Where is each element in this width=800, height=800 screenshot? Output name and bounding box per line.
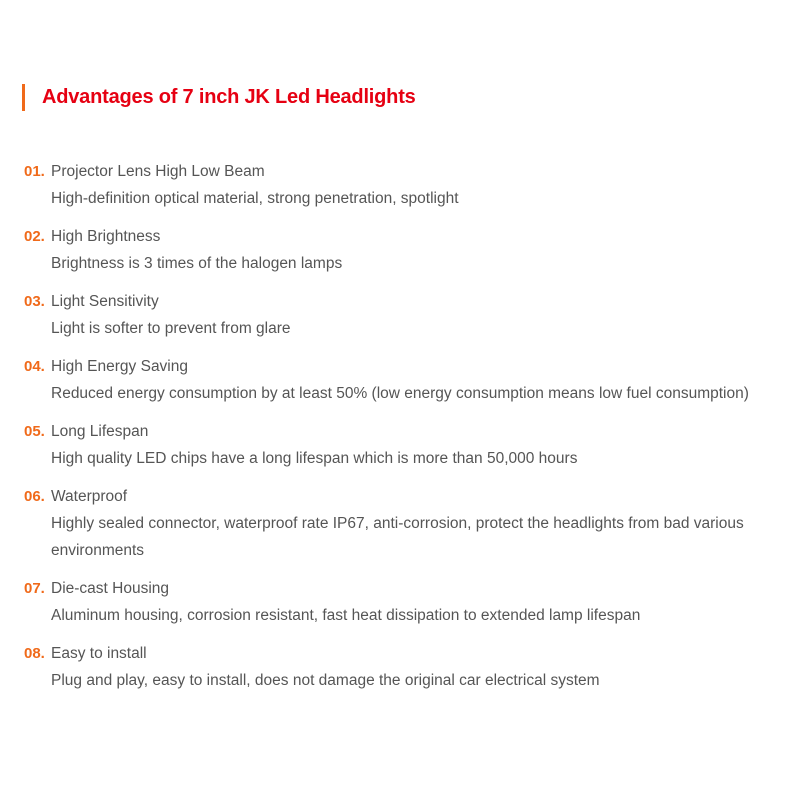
item-title: Long Lifespan xyxy=(51,423,149,440)
item-title: Easy to install xyxy=(51,645,147,662)
item-number: 02. xyxy=(24,228,45,245)
list-item xyxy=(24,158,764,212)
item-title: Die-cast Housing xyxy=(51,580,170,597)
item-number: 05. xyxy=(24,423,45,440)
item-number: 04. xyxy=(24,358,45,375)
item-description: High quality LED chips have a long lifespan which is more than 50,000 hours xyxy=(51,450,578,467)
page-title: Advantages of 7 inch JK Led Headlights xyxy=(42,86,416,108)
list-item xyxy=(24,288,764,342)
list-item xyxy=(24,483,764,564)
item-description: Plug and play, easy to install, does not damage the original car electrical system xyxy=(51,672,600,689)
item-number: 03. xyxy=(24,293,45,310)
item-number: 01. xyxy=(24,163,45,180)
item-number: 06. xyxy=(24,488,45,505)
list-item xyxy=(24,353,764,407)
item-title: Light Sensitivity xyxy=(51,293,159,310)
item-description: Aluminum housing, corrosion resistant, fast heat dissipation to extended lamp lifespan xyxy=(51,607,641,624)
list-item xyxy=(24,418,764,472)
list-item xyxy=(24,575,764,629)
section-heading xyxy=(22,84,416,111)
list-item xyxy=(24,640,764,694)
heading-accent-bar xyxy=(22,84,25,111)
item-description: Light is softer to prevent from glare xyxy=(51,320,291,337)
item-number: 07. xyxy=(24,580,45,597)
item-description: Highly sealed connector, waterproof rate IP67, anti-corrosion, protect the headlights from bad various environments xyxy=(51,515,744,559)
advantages-list xyxy=(24,158,764,705)
item-title: Waterproof xyxy=(51,488,128,505)
item-description: Reduced energy consumption by at least 50% (low energy consumption means low fuel consumption) xyxy=(51,385,749,402)
list-item xyxy=(24,223,764,277)
item-title: High Energy Saving xyxy=(51,358,188,375)
item-title: Projector Lens High Low Beam xyxy=(51,163,265,180)
item-description: High-definition optical material, strong penetration, spotlight xyxy=(51,190,459,207)
item-description: Brightness is 3 times of the halogen lamps xyxy=(51,255,343,272)
item-title: High Brightness xyxy=(51,228,161,245)
item-number: 08. xyxy=(24,645,45,662)
